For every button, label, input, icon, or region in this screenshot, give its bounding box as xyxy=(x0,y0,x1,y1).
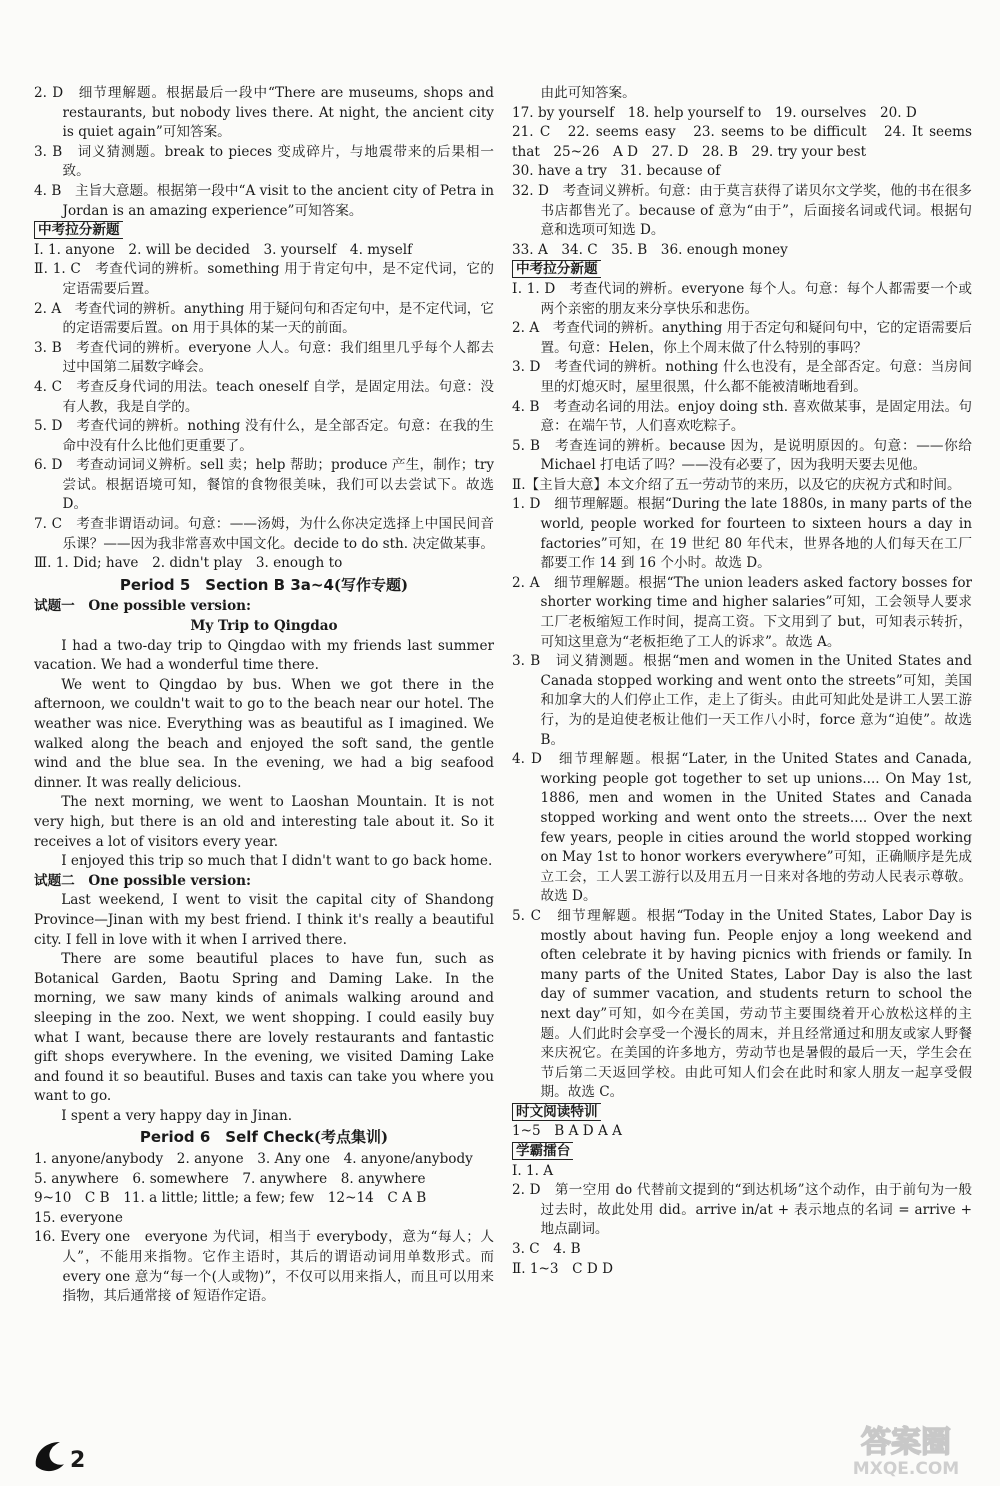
section-tag xyxy=(512,1142,972,1162)
answer-item: 由此可知答案。 xyxy=(540,85,636,101)
answer-item: Ⅰ. 1. A xyxy=(512,1162,554,1179)
answer-item: 30. have a try 31. because of xyxy=(512,163,721,180)
watermark-url: MXQE.COM xyxy=(852,1459,960,1479)
answer-item: 16. Every one everyone 为代词，相当于 everybody，意为“每人；人人”，不能用来指物。它作主语时，其后的谓语动词用单数形式。而 every one 意为“每一个(人或物)”，不仅可以用来指人，而且可以用来指物，其后通常接 of 短语作定语。 xyxy=(34,1229,494,1305)
period-title: Period 5 Section B 3a~4 xyxy=(119,575,334,594)
answer-item: 5. anywhere 6. somewhere 7. anywhere 8. anywhere xyxy=(34,1170,426,1187)
answer-item: 4. B 考查动名词的用法。enjoy doing sth. 喜欢做某事，是固定用法。句意：在端午节，人们喜欢吃粽子。 xyxy=(512,398,972,435)
answer-item: 15. everyone xyxy=(34,1209,123,1226)
watermark-text: 答案圈 xyxy=(861,1425,951,1460)
question-heading: 试题一 One possible version: xyxy=(34,598,252,615)
answer-item: 5. D 考查代词的辨析。nothing 没有什么，是全部否定。句意：在我的生命中没有什么比他们更重要了。 xyxy=(34,418,494,454)
right-column xyxy=(512,84,972,1279)
answer-item: 2. D 第一空用 do 代替前文提到的“到达机场”这个动作，由于前句为一般过去时，故此处用 did。arrive in/at + 表示地点的名词 = arrive + 地点副词。 xyxy=(512,1182,972,1238)
section-tag xyxy=(34,221,494,241)
answer-item: Ⅱ.【主旨大意】本文介绍了五一劳动节的来历，以及它的庆祝方式和时间。 xyxy=(512,476,961,493)
answer-item: Ⅲ. 1. Did; have 2. didn't play 3. enough to xyxy=(34,555,343,572)
answer-item: 3. B 词义猜测题。break to pieces 变成碎片，与地震带来的后果相一致。 xyxy=(34,143,494,180)
section-tag-label: 中考拉分新题 xyxy=(512,260,601,278)
left-column xyxy=(34,84,494,1307)
watermark-logo xyxy=(826,1418,986,1480)
answer-item: 2. A 考查代词的辨析。anything 用于疑问句和否定句中，是不定代词，它的定语需要后置。on 用于具体的某一天的前面。 xyxy=(34,300,494,337)
dolphin-logo-icon xyxy=(30,1436,70,1480)
essay-paragraph: The next morning, we went to Laoshan Mountain. It is not very high, but there is an old and interesting tale about it. So it receives a lot of visitors every year. xyxy=(34,794,494,850)
answer-item: 9~10 C B 11. a little; little; a few; few 12~14 C A B xyxy=(34,1190,427,1207)
section-tag xyxy=(512,260,972,280)
answer-item: 1~5 B A D A A xyxy=(512,1123,622,1140)
answer-item: 2. D 细节理解题。根据最后一段中“There are museums, shops and restaurants, but nobody lives there. At night, the ancient city is quiet again”可知答案。 xyxy=(34,85,494,141)
answer-item: 3. D 考查代词的辨析。nothing 什么也没有，是全部否定。句意：当房间里的灯熄灭时，屋里很黑，什么都不能被清晰地看到。 xyxy=(512,359,972,395)
period-subtitle: (写作专题) xyxy=(333,575,409,594)
period-heading xyxy=(34,576,494,596)
answer-item: 33. A 34. C 35. B 36. enough money xyxy=(512,241,788,258)
essay-title: My Trip to Qingdao xyxy=(190,618,338,635)
section-tag-label: 学霸擂台 xyxy=(512,1142,573,1160)
page-number: 2 xyxy=(70,1448,86,1473)
answer-item: 3. B 考查代词的辨析。everyone 人人。句意：我们组里几乎每个人都去过中国第二届数字峰会。 xyxy=(34,339,494,376)
answer-item: 2. A 考查代词的辨析。anything 用于否定句和疑问句中，它的定语需要后置。句意：Helen，你上个周末做了什么特别的事吗？ xyxy=(512,320,972,356)
answer-item: 1. D 细节理解题。根据“During the late 1880s, in many parts of the world, people worked for fourteen to sixteen hours a day in factories”可知，在 19 世纪 80 年代末，世界各地的人们每天在工厂都要工作 14 到 16 个小时。故选 D。 xyxy=(512,496,972,572)
answer-item: 4. C 考查反身代词的用法。teach oneself 自学，是固定用法。句意：没有人教，我是自学的。 xyxy=(34,378,494,415)
answer-item: 21. C 22. seems easy 23. seems to be difficult 24. It seems that 25~26 A D 27. D 28. B 29. try your best xyxy=(512,124,972,160)
answer-item: 4. B 主旨大意题。根据第一段中“A visit to the ancient city of Petra in Jordan is an amazing experience”可知答案。 xyxy=(34,182,494,219)
answer-item: 5. B 考查连词的辨析。because 因为，是说明原因的。句意：——你给 Michael 打电话了吗？——没有必要了，因为我明天要去见他。 xyxy=(512,437,972,474)
answer-item: Ⅱ. 1~3 C D D xyxy=(512,1260,614,1277)
answer-item: Ⅱ. 1. C 考查代词的辨析。something 用于肯定句中，是不定代词，它的定语需要后置。 xyxy=(34,261,494,297)
answer-item: 17. by yourself 18. help yourself to 19. ourselves 20. D xyxy=(512,104,917,121)
answer-item: 32. D 考查词义辨析。句意：由于莫言获得了诺贝尔文学奖，他的书在很多书店都售光了。because of 意为“由于”，后面接名词或代词。根据句意和选项可知选 D。 xyxy=(512,182,972,239)
essay-paragraph: I had a two-day trip to Qingdao with my friends last summer vacation. We had a wonderful time there. xyxy=(34,637,494,674)
answer-item: Ⅰ. 1. anyone 2. will be decided 3. yourself 4. myself xyxy=(34,241,413,258)
section-tag-label: 中考拉分新题 xyxy=(34,221,123,239)
essay-paragraph: We went to Qingdao by bus. When we got there in the afternoon, we couldn't wait to go to the beach near our hotel. The weather was nice. Everything was as beautiful as I imagined. We walked along the beach and enjoyed the soft sand, the gentle wind and the blue sea. In the evening, we had a big seafood dinner. It was really delicious. xyxy=(34,676,494,791)
section-tag xyxy=(512,1103,972,1123)
period-subtitle: (考点集训) xyxy=(313,1128,389,1147)
answer-item: 3. C 4. B xyxy=(512,1241,581,1258)
period-heading xyxy=(34,1128,494,1148)
answer-item: 3. B 词义猜测题。根据“men and women in the United States and Canada stopped working and went onto the streets”可知，美国和加拿大的人们停止工作，走上了街头。由此可知此处是讲工人罢工游行，为的是迫使老板让他们一天工作八小时，force 意为“迫使”。故选 B。 xyxy=(512,653,972,748)
section-tag-label: 时文阅读特训 xyxy=(512,1103,601,1121)
essay-paragraph: I enjoyed this trip so much that I didn't want to go back home. xyxy=(61,853,493,870)
essay-paragraph: Last weekend, I went to visit the capital city of Shandong Province—Jinan with my best friend. I think it's really a beautiful city. I fell in love with it when I arrived there. xyxy=(34,892,494,948)
period-title: Period 6 Self Check xyxy=(139,1128,314,1147)
answer-item: 7. C 考查非谓语动词。句意：——汤姆，为什么你决定选择上中国民间音乐课？——因为我非常喜欢中国文化。decide to do sth. 决定做某事。 xyxy=(34,516,494,552)
question-heading: 试题二 One possible version: xyxy=(34,872,252,889)
answer-item: 2. A 细节理解题。根据“The union leaders asked factory bosses for shorter working time and higher salaries”可知，工会领导人要求工厂老板缩短工作时间，提高工资。下文用到了 but，可知表示转折，可知这里意为“老板拒绝了工人的诉求”。故选 A。 xyxy=(512,574,972,650)
answer-item: 5. C 细节理解题。根据“Today in the United States, Labor Day is mostly about having fun. People enjoy a long weekend and often celebrate it by having picnics with friends or family. In many parts of the United States, Labor Day is also the last day of summer vacation, and students return to school the next day”可知，如今在美国，劳动节主要围绕着开心放松这样的主题。人们此时会享受一个漫长的周末，并且经常通过和朋友或家人野餐来庆祝它。在美国的许多地方，劳动节也是暑假的最后一天，学生会在节后第二天返回学校。由此可知人们会在此时和家人朋友一起享受假期。故选 C。 xyxy=(512,907,972,1101)
answer-item: Ⅰ. 1. D 考查代词的辨析。everyone 每个人。句意：每个人都需要一个或两个亲密的朋友来分享快乐和悲伤。 xyxy=(512,280,972,317)
answer-item: 6. D 考查动词词义辨析。sell 卖；help 帮助；produce 产生，制作；try 尝试。根据语境可知，餐馆的食物很美味，我们可以去尝试下。故选 D。 xyxy=(34,457,494,513)
essay-paragraph: There are some beautiful places to have fun, such as Botanical Garden, Baotu Spring and Daming Lake. In the morning, we saw many kinds of animals walking around and sleeping in the zoo. Next, we went shopping. I could easily buy what I want, because there are lovely restaurants and fantastic gift shops everywhere. In the evening, we visited Daming Lake and found it so beautiful. Buses and taxis can take you where you want to go. xyxy=(34,951,494,1105)
answer-item: 4. D 细节理解题。根据“Later, in the United States and Canada, working people got together to set up unions.... On May 1st, 1886, men and women in the United States and Canada stopped working and went onto the streets.... Over the next few years, people in cities around the world stopped working on May 1st to honor workers everywhere”可知，正确顺序是先成立工会，工人罢工游行以及用五月一日来对各地的劳动人民表示尊敬。故选 D。 xyxy=(512,751,972,905)
answer-item: 1. anyone/anybody 2. anyone 3. Any one 4. anyone/anybody xyxy=(34,1151,473,1168)
essay-paragraph: I spent a very happy day in Jinan. xyxy=(61,1107,293,1124)
